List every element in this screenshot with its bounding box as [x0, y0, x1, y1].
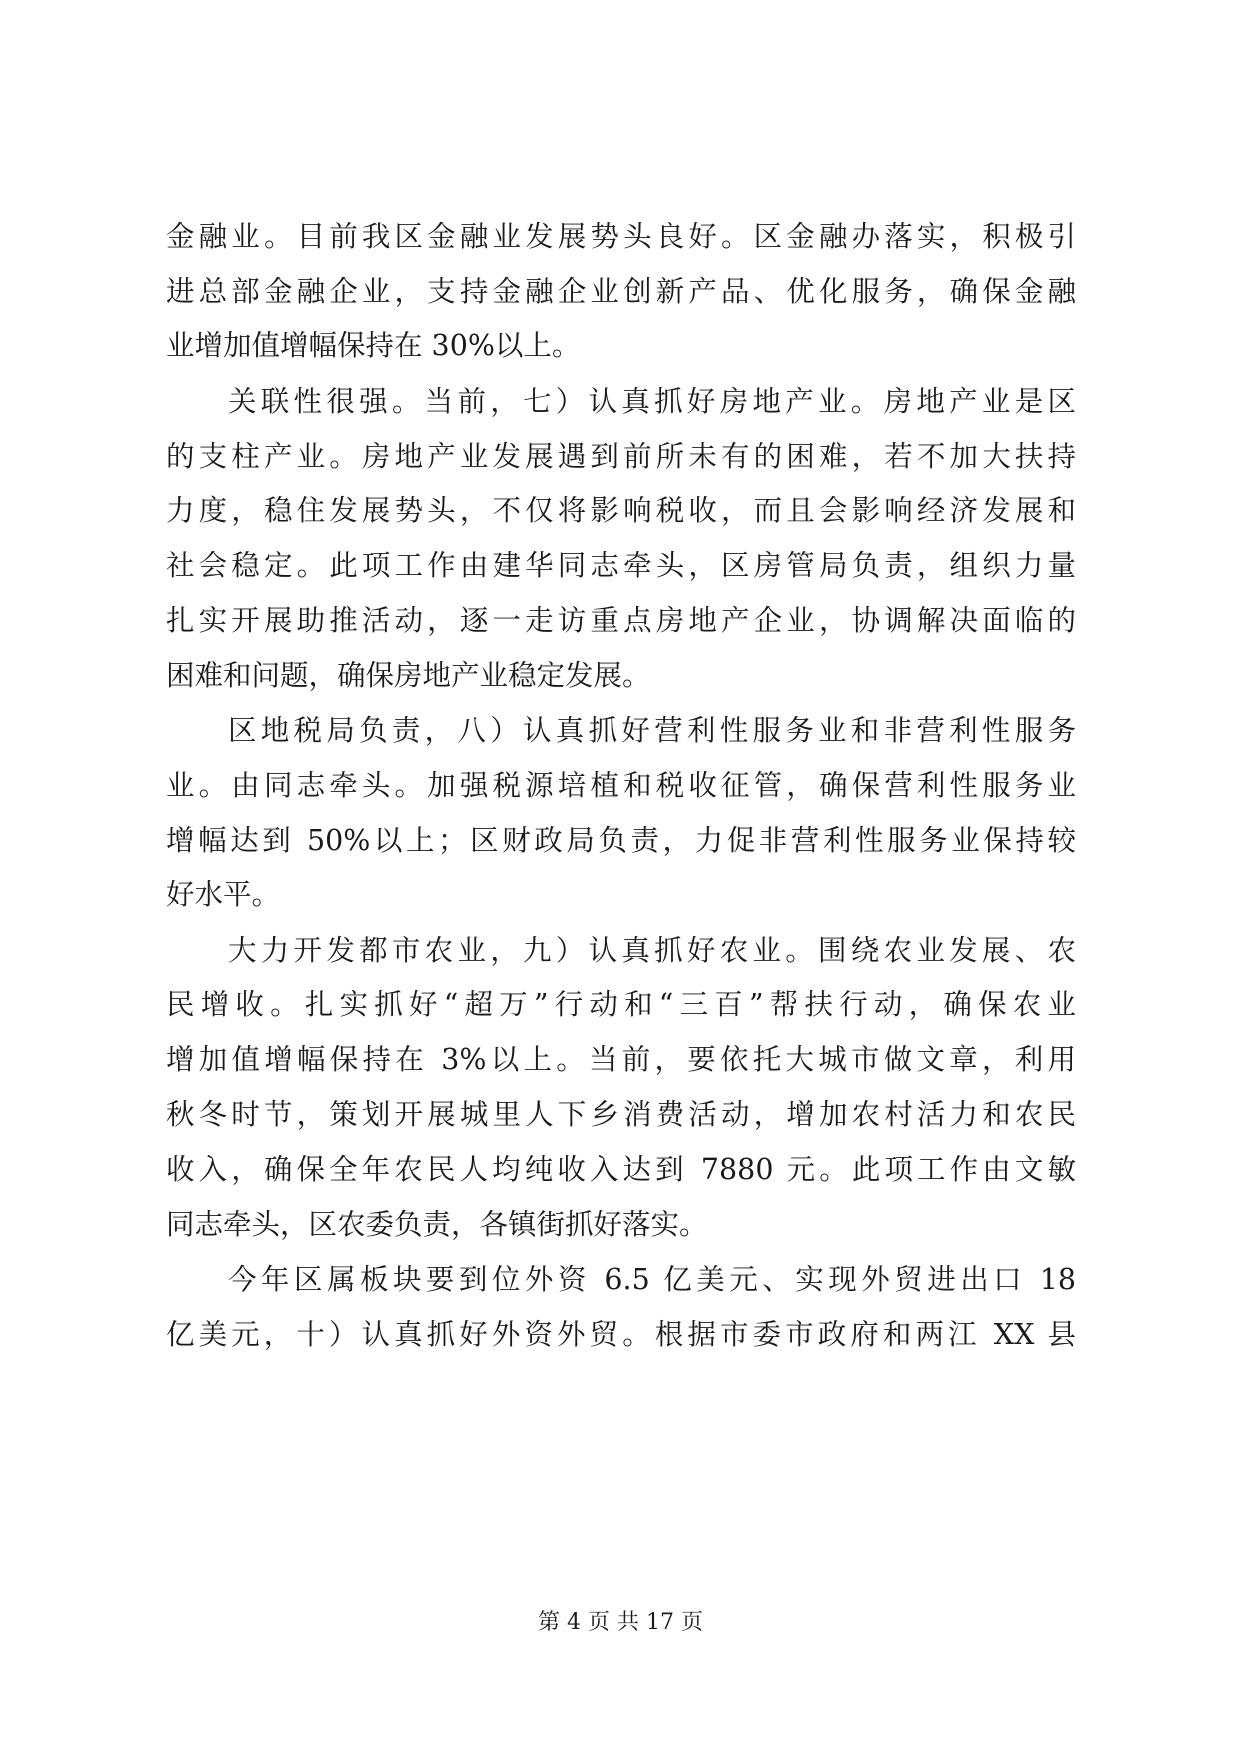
text-line: 好水平。 — [166, 878, 281, 911]
text-line: 亿美元，十）认真抓好外资外贸。根据市委市政府和两江 XX 县 — [166, 1318, 1076, 1351]
text-line: 金融业。目前我区金融业发展势头良好。区金融办落实，积极引 — [166, 220, 1076, 253]
text-line: 增加值增幅保持在 3%以上。当前，要依托大城市做文章，利用 — [166, 1043, 1076, 1076]
text-line: 社会稳定。此项工作由建华同志牵头，区房管局负责，组织力量 — [166, 549, 1076, 582]
text-line: 同志牵头，区农委负责，各镇街抓好落实。 — [166, 1208, 708, 1241]
paragraph-first-line: 今年区属板块要到位外资 6.5 亿美元、实现外贸进出口 18 — [228, 1263, 1076, 1296]
page-number-footer: 第 4 页 共 17 页 — [538, 1610, 703, 1635]
text-line: 的支柱产业。房地产业发展遇到前所未有的困难，若不加大扶持 — [166, 440, 1076, 473]
text-line: 进总部金融企业，支持金融企业创新产品、优化服务，确保金融 — [166, 275, 1076, 308]
text-line: 增幅达到 50%以上；区财政局负责，力促非营利性服务业保持较 — [166, 824, 1076, 857]
text-line: 力度，稳住发展势头，不仅将影响税收，而且会影响经济发展和 — [166, 494, 1076, 527]
text-line: 收入，确保全年农民人均纯收入达到 7880 元。此项工作由文敏 — [166, 1153, 1076, 1186]
paragraph-first-line: 大力开发都市农业，九）认真抓好农业。围绕农业发展、农 — [228, 934, 1076, 967]
text-line: 困难和问题，确保房地产业稳定发展。 — [166, 659, 651, 692]
text-line: 业增加值增幅保持在 30%以上。 — [166, 329, 581, 362]
text-line: 民增收。扎实抓好“超万”行动和“三百”帮扶行动，确保农业 — [166, 988, 1076, 1021]
paragraph-first-line: 区地税局负责，八）认真抓好营利性服务业和非营利性服务 — [228, 714, 1076, 747]
paragraph-first-line: 关联性很强。当前，七）认真抓好房地产业。房地产业是区 — [228, 385, 1076, 418]
text-line: 业。由同志牵头。加强税源培植和税收征管，确保营利性服务业 — [166, 769, 1076, 802]
text-line: 扎实开展助推活动，逐一走访重点房地产企业，协调解决面临的 — [166, 604, 1076, 637]
text-line: 秋冬时节，策划开展城里人下乡消费活动，增加农村活力和农民 — [166, 1098, 1076, 1131]
